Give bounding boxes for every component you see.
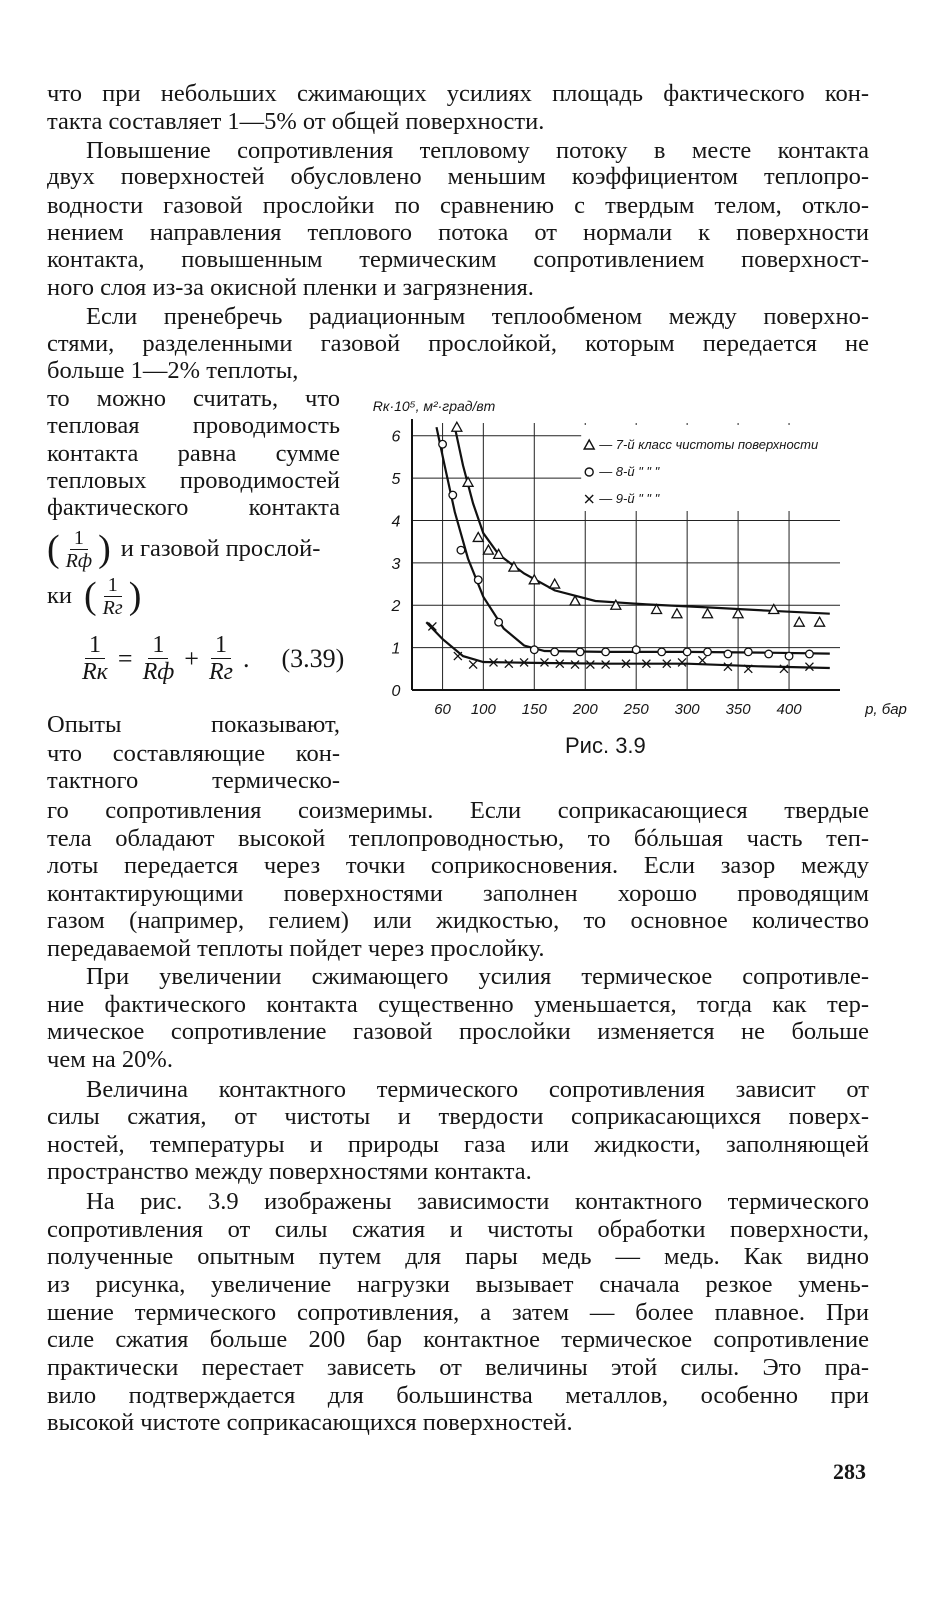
y-tick-label: 4 [391, 513, 401, 531]
legend-label: — 7-й класс чистоты поверхности [599, 437, 819, 452]
data-point-cross [571, 661, 579, 669]
text-line: водности газовой прослойки по сравнению с твердым телом, откло- [47, 192, 869, 219]
text-line: силе сжатия больше 200 бар контактное термическое сопротивление [47, 1326, 869, 1353]
data-point-cross [724, 663, 732, 671]
equation-number: (3.39) [281, 643, 345, 673]
y-tick-label: 5 [391, 471, 401, 489]
figure-3-9-chart [360, 385, 920, 725]
text-line: ного слоя из-за окисной пленки и загрязнения. [47, 274, 534, 301]
data-point-circle [449, 491, 457, 499]
page-number: 283 [833, 1459, 866, 1484]
x-tick-label: 150 [521, 701, 547, 718]
text-line: шение термического сопротивления, а затем — более плавное. При [47, 1299, 869, 1326]
text-line: контакта, повышенным термическим сопротивлением поверхност- [47, 246, 869, 273]
text-line: двух поверхностей обусловлено меньшим коэффициентом теплопро- [47, 163, 869, 190]
x-tick-label: 250 [623, 701, 649, 718]
data-point-circle [495, 618, 503, 626]
text-line: ние фактического контакта существенно уменьшается, тогда как тер- [47, 991, 869, 1018]
text-line: тактного термическо- [47, 767, 340, 794]
text-line: На рис. 3.9 изображены зависимости контактного термического [86, 1188, 869, 1215]
text-line: полученные опытным путем для пары медь — медь. Как видно [47, 1243, 869, 1270]
fraction-rf: $\frac{1}{Rф}$ [142, 632, 175, 685]
fraction-rf: $\frac{1}{Rф}$ [65, 526, 93, 572]
fraction-rg: $\frac{1}{Rг}$ [208, 632, 233, 685]
text-line: Величина контактного термического сопротивления зависит от [86, 1076, 869, 1103]
text-line: высокой чистоте соприкасающихся поверхностей. [47, 1409, 573, 1436]
data-point-circle [704, 648, 712, 656]
data-point-triangle [815, 617, 825, 626]
data-point-triangle [769, 604, 779, 613]
text-line: что при небольших сжимающих усилиях площадь фактического кон- [47, 80, 869, 107]
text-line: передаваемой теплоты пойдет через прослойку. [47, 935, 545, 962]
data-point-triangle [550, 579, 560, 588]
data-point-triangle [703, 609, 713, 618]
text-line: Повышение сопротивления тепловому потоку в месте контакта [86, 137, 869, 164]
text-line: такта составляет 1—5% от общей поверхности. [47, 108, 545, 135]
text-line: вило подтверждается для большинства металлов, особенно при [47, 1382, 869, 1409]
text-line: Если пренебречь радиационным теплообменом между поверхно- [86, 303, 869, 330]
data-point-circle [576, 648, 584, 656]
data-point-circle [744, 648, 752, 656]
text-line: При увеличении сжимающего усилия термическое сопротивле- [86, 963, 869, 990]
data-point-circle [602, 648, 610, 656]
data-point-circle [632, 646, 640, 654]
x-tick-label: 300 [674, 701, 700, 718]
legend-label: — 9-й " " " [599, 491, 660, 506]
data-point-cross [505, 660, 513, 668]
data-point-triangle [794, 617, 804, 626]
figure-caption: Рис. 3.9 [565, 733, 646, 758]
data-point-circle [551, 648, 559, 656]
equation-3-39: $\frac{1}{Rк}$ = $\frac{1}{Rф}$ + $\frac{1}{Rг}$ . (3.39) [82, 632, 345, 685]
y-tick-label: 2 [391, 598, 401, 616]
data-point-triangle [672, 609, 682, 618]
text-line: из рисунка, увеличение нагрузки вызывает сначала резкое умень- [47, 1271, 869, 1298]
y-tick-label: 6 [391, 428, 401, 446]
text-line-part: и газовой прослой- [120, 535, 321, 562]
text-line: больше 1—2% теплоты, [47, 357, 299, 384]
text-line: ки ( $\frac{1}{Rг}$ ) [47, 573, 142, 619]
text-line: газом (например, гелием) или жидкостью, то основное количество [47, 907, 869, 934]
data-point-circle [765, 650, 773, 658]
text-line: лоты передается через точки соприкосновения. Если зазор между [47, 852, 869, 879]
text-line: ( $\frac{1}{Rф}$ ) и газовой прослой- [47, 526, 321, 572]
text-line: стями, разделенными газовой прослойкой, которым передается не [47, 330, 869, 357]
legend-label: — 8-й " " " [599, 464, 660, 479]
data-point-cross [678, 658, 686, 666]
data-point-triangle [473, 532, 483, 541]
text-line: практически перестает зависеть от величины этой силы. Это пра- [47, 1354, 869, 1381]
y-tick-label: 3 [391, 555, 401, 573]
data-point-triangle [452, 422, 462, 431]
text-line: мическое сопротивление газовой прослойки изменяется не больше [47, 1018, 869, 1045]
x-tick-label: 100 [470, 701, 496, 718]
text-line: то можно считать, что [47, 385, 340, 412]
fraction-rk: $\frac{1}{Rк}$ [82, 632, 108, 685]
x-tick-label: 350 [725, 701, 751, 718]
text-line: фактического контакта [47, 494, 340, 521]
text-line: нением направления теплового потока от нормали к поверхности [47, 219, 869, 246]
text-line: что составляющие кон- [47, 740, 340, 767]
data-point-circle [806, 650, 814, 658]
text-line: контактирующими поверхностями заполнен хорошо проводящим [47, 880, 869, 907]
text-line: тела обладают высокой теплопроводностью, то бóльшая часть теп- [47, 825, 869, 852]
data-point-circle [785, 652, 793, 660]
text-line: го сопротивления соизмеримы. Если соприкасающиеся твердые [47, 797, 869, 824]
data-point-circle [724, 650, 732, 658]
data-point-cross [698, 656, 706, 664]
y-tick-label: 0 [391, 683, 401, 700]
data-point-triangle [463, 477, 473, 486]
text-line: контакта равна сумме [47, 440, 340, 467]
data-point-circle [658, 648, 666, 656]
text-line: пространство между поверхностями контакта. [47, 1158, 532, 1185]
y-axis-label: Rк·10⁵, м²·град/вт [372, 398, 496, 414]
data-point-circle [530, 646, 538, 654]
text-line: сопротивления от силы сжатия и чистоты обработки поверхности, [47, 1216, 869, 1243]
x-axis-label: р, бар [865, 701, 907, 718]
text-line: силы сжатия, от чистоты и твердости соприкасающихся поверх- [47, 1103, 869, 1130]
fraction-rg: $\frac{1}{Rг}$ [102, 573, 123, 619]
text-line: тепловая проводимость [47, 412, 340, 439]
data-point-circle [683, 648, 691, 656]
data-point-circle [474, 576, 482, 584]
data-point-circle [457, 546, 465, 554]
x-tick-label: 200 [572, 701, 598, 718]
text-line: ностей, температуры и природы газа или жидкости, заполняющей [47, 1131, 869, 1158]
data-point-cross [454, 652, 462, 660]
text-line: чем на 20%. [47, 1046, 173, 1073]
data-point-circle [439, 440, 447, 448]
text-line: Опыты показывают, [47, 711, 340, 738]
y-tick-label: 1 [391, 640, 401, 658]
x-tick-label: 60 [434, 701, 451, 718]
text-line: тепловых проводимостей [47, 467, 340, 494]
x-tick-label: 400 [776, 701, 802, 718]
data-point-cross [469, 661, 477, 669]
text-line-part: ки [47, 582, 73, 609]
